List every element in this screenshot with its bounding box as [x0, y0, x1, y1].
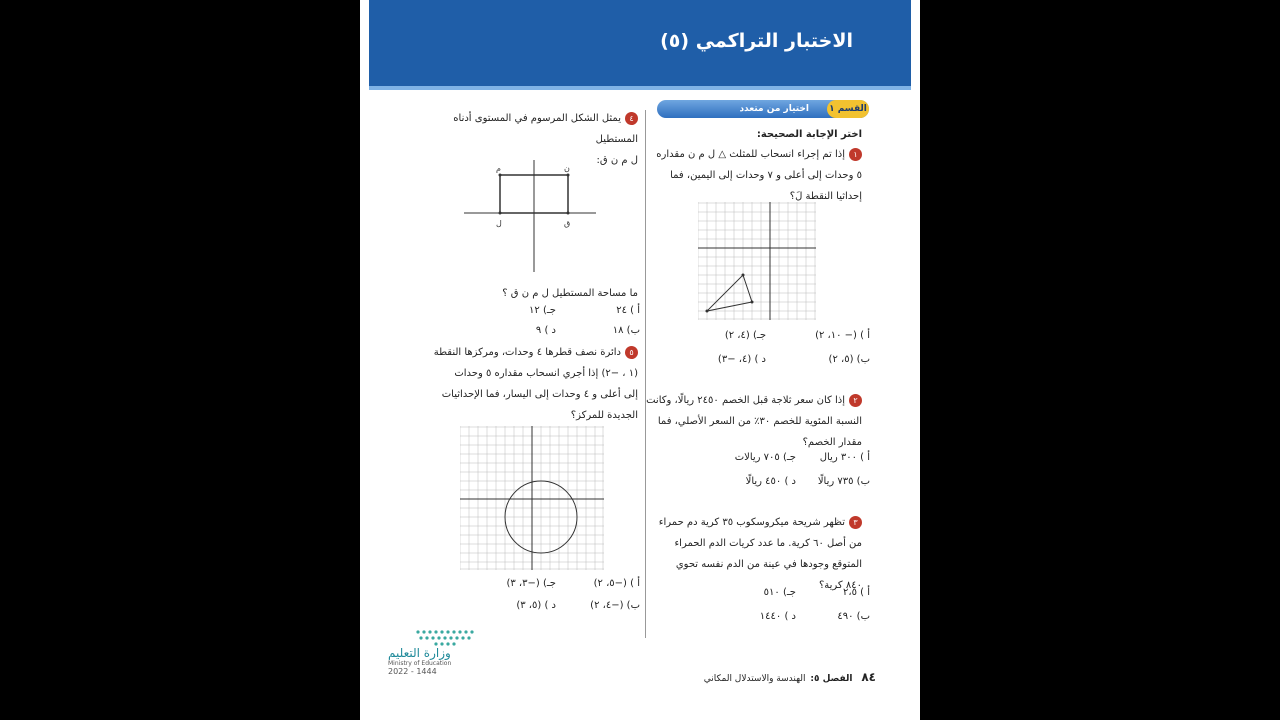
option-a[interactable]: أ ) ٣٠٠ ريال — [819, 452, 870, 463]
option-a[interactable]: أ ) ٢،٥ — [842, 587, 870, 598]
title-banner — [369, 0, 911, 90]
svg-text:ق: ق — [564, 219, 571, 228]
q5-options — [436, 578, 640, 618]
section-tag: القسم ١ — [827, 100, 869, 118]
moe-arabic-name: وزارة التعليم — [388, 646, 451, 660]
page-footer — [704, 670, 876, 684]
option-c[interactable]: جـ) (٤، ٢) — [724, 330, 766, 341]
chapter-label: الفصل ٥: — [810, 674, 853, 684]
page-title: الاختبار التراكمي (٥) — [660, 30, 853, 52]
q4-question: ما مساحة المستطيل ل م ن ق ؟ — [502, 288, 638, 299]
question-3: ٣تظهر شريحة ميكروسكوب ٣٥ كرية دم حمراء من أصل ٦٠ كرية. ما عدد كريات الدم الحمراء المتوقع وجودها في عينة من الدم نفسه تحوي ٨٤٠ كرية؟ — [658, 517, 862, 591]
svg-text:م: م — [496, 164, 501, 173]
option-a[interactable]: أ ) (− ١٠، ٢) — [815, 330, 870, 341]
question-number: ١ — [849, 148, 862, 161]
question-4: ٤يمثل الشكل المرسوم في المستوى أدناه المستطيل ل م ن ق: — [453, 113, 638, 166]
section-header — [657, 100, 869, 118]
moe-english-name: Ministry of Education — [388, 660, 452, 667]
q1-options — [660, 330, 870, 370]
option-b[interactable]: ب) (٥، ٢) — [828, 354, 870, 365]
ministry-logo — [388, 628, 478, 676]
option-b[interactable]: ب) ٤٩٠ — [837, 611, 870, 622]
option-b[interactable]: ب) ١٨ — [612, 325, 640, 336]
option-d[interactable]: د ) ٤٥٠ ريالًا — [745, 476, 796, 487]
option-d[interactable]: د ) (٤، −٣) — [717, 354, 766, 365]
question-number: ٢ — [849, 394, 862, 407]
question-1: ١إذا تم إجراء انسحاب للمثلث △ ل م ن مقداره ٥ وحدات إلى أعلى و ٧ وحدات إلى اليمين، فما إحداثيا النقطة لَ؟ — [656, 149, 862, 202]
chapter-title: الهندسة والاستدلال المكاني — [703, 674, 806, 684]
question-5: ٥دائرة نصف قطرها ٤ وحدات، ومركزها النقطة (١ ، −٢) إذا أجري انسحاب مقداره ٥ وحدات إلى أعلى و ٤ وحدات إلى اليسار، فما الإحداثيات الجديدة للمركز؟ — [433, 347, 638, 421]
question-number: ٥ — [625, 346, 638, 359]
q2-options — [660, 452, 870, 492]
q1-triangle-graph — [698, 202, 816, 320]
option-c[interactable]: جـ) ٥١٠ — [763, 587, 796, 598]
option-c[interactable]: جـ) ١٢ — [529, 305, 556, 316]
q4-options — [436, 305, 640, 345]
moe-year: 2022 - 1444 — [388, 667, 437, 676]
textbook-page — [360, 0, 920, 720]
question-number: ٣ — [849, 516, 862, 529]
q3-options — [660, 587, 870, 627]
option-c[interactable]: جـ) ٧٠٥ ريالات — [734, 452, 796, 463]
question-number: ٤ — [625, 112, 638, 125]
instruction: اختر الإجابة الصحيحة: — [756, 129, 862, 140]
page-number: ٨٤ — [861, 670, 876, 684]
svg-text:ل: ل — [496, 219, 502, 228]
option-b[interactable]: ب) (−٤، ٢) — [590, 600, 640, 611]
q5-circle-graph — [460, 426, 604, 570]
option-a[interactable]: أ ) (−٥، ٢) — [593, 578, 640, 589]
q4-rectangle-graph — [464, 160, 604, 272]
option-b[interactable]: ب) ٧٣٥ ريالًا — [817, 476, 870, 487]
option-d[interactable]: د ) ١٤٤٠ — [759, 611, 796, 622]
option-d[interactable]: د ) ٩ — [535, 325, 556, 336]
option-d[interactable]: د ) (٥، ٣) — [516, 600, 556, 611]
question-2: ٢إذا كان سعر ثلاجة قبل الخصم ٢٤٥٠ ريالًا، وكانت النسبة المئوية للخصم ٣٠٪ من السعر الأصلي، فما مقدار الخصم؟ — [646, 395, 862, 448]
option-a[interactable]: أ ) ٢٤ — [616, 305, 640, 316]
svg-text:ن: ن — [564, 164, 570, 173]
option-c[interactable]: جـ) (−٣، ٣) — [506, 578, 556, 589]
section-label: اختيار من متعدد — [739, 104, 809, 114]
